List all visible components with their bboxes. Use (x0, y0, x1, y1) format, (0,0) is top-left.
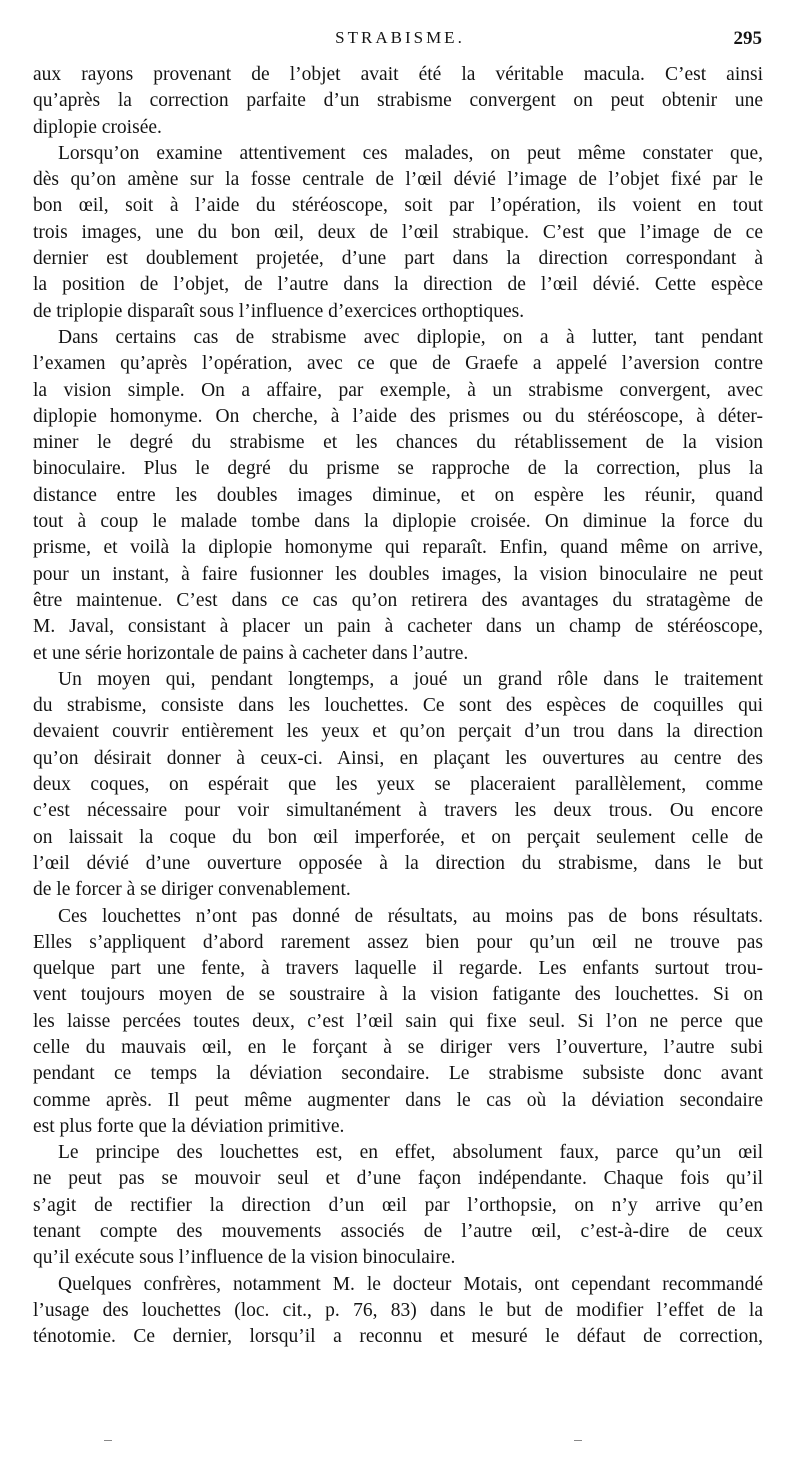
page-number: 295 (733, 28, 762, 49)
scan-marks (0, 1440, 800, 1448)
text-line: les laisse percées toutes deux, c’est l’œil sain qui fixe seul. Si l’on ne perce que (33, 1010, 763, 1032)
text-line: deux coques, on espérait que les yeux se placeraient parallèlement, comme (33, 774, 763, 796)
text-line: l’œil dévié d’une ouverture opposée à la direction du strabisme, dans le but (33, 852, 763, 874)
text-line: diplopie croisée. (33, 116, 162, 138)
text-line: qu’on désirait donner à ceux-ci. Ainsi, en plaçant les ouvertures au centre des (33, 747, 763, 769)
text-line: de triplopie disparaît sous l’influence d’exercices orthoptiques. (33, 300, 525, 322)
text-line: distance entre les doubles images diminue, et on espère les réunir, quand (33, 484, 763, 506)
text-line: Ces louchettes n’ont pas donné de résultats, au moins pas de bons résultats. (58, 905, 763, 927)
running-title: STRABISME. (335, 28, 465, 47)
text-line: Lorsqu’on examine attentivement ces malades, on peut même constater que, (58, 142, 763, 164)
text-line: la vision simple. On a affaire, par exemple, à un strabisme convergent, avec (33, 379, 763, 401)
text-line: M. Javal, consistant à placer un pain à cacheter dans un champ de stéréoscope, (33, 616, 763, 638)
text-line: dernier est doublement projetée, d’une part dans la direction correspondant à (33, 248, 763, 270)
text-line: de le forcer à se diriger convenablement. (33, 879, 351, 901)
text-line: diplopie homonyme. On cherche, à l’aide des prismes ou du stéréoscope, à déter- (33, 405, 763, 427)
text-line: comme après. Il peut même augmenter dans le cas où la déviation secondaire (33, 1089, 763, 1111)
text-line: aux rayons provenant de l’objet avait été la véritable macula. C’est ainsi (33, 64, 763, 85)
text-line: Dans certains cas de strabisme avec diplopie, on a à lutter, tant pendant (58, 326, 763, 348)
text-line: ténotomie. Ce dernier, lorsqu’il a reconnu et mesuré le défaut de correction, (33, 1326, 763, 1348)
text-line: ne peut pas se mouvoir seul et d’une façon indépendante. Chaque fois qu’il (33, 1168, 763, 1190)
text-line: Le principe des louchettes est, en effet, absolument faux, parce qu’un œil (58, 1142, 763, 1164)
text-line: miner le degré du strabisme et les chances du rétablissement de la vision (33, 432, 763, 454)
text-line: vent toujours moyen de se soustraire à la vision fatigante des louchettes. Si on (33, 984, 763, 1006)
text-line: tout à coup le malade tombe dans la diplopie croisée. On diminue la force du (33, 511, 763, 533)
text-line: Un moyen qui, pendant longtemps, a joué un grand rôle dans le traitement (58, 668, 763, 690)
text-line: celle du mauvais œil, en le forçant à se diriger vers l’ouverture, l’autre subi (33, 1036, 763, 1058)
text-line: du strabisme, consiste dans les louchettes. Ce sont des espèces de coquilles qui (33, 695, 763, 717)
text-line: c’est nécessaire pour voir simultanément à travers les deux trous. Ou encore (33, 800, 763, 822)
text-line: pour un instant, à faire fusionner les doubles images, la vision binoculaire ne peut (33, 563, 763, 585)
text-line: pendant ce temps la déviation secondaire. Le strabisme subsiste donc avant (33, 1063, 763, 1085)
text-line: l’usage des louchettes (loc. cit., p. 76, 83) dans le but de modifier l’effet de la (33, 1299, 763, 1321)
page-header (0, 28, 800, 54)
text-line: tenant compte des mouvements associés de l’autre œil, c’est-à-dire de ceux (33, 1221, 763, 1243)
text-line: on laissait la coque du bon œil imperforée, et on perçait seulement celle de (33, 826, 763, 848)
text-line: qu’après la correction parfaite d’un strabisme convergent on peut obtenir une (33, 90, 763, 112)
text-line: devaient couvrir entièrement les yeux et qu’on perçait d’un trou dans la direction (33, 721, 763, 743)
text-line: dès qu’on amène sur la fosse centrale de l’œil dévié l’image de l’objet fixé par le (33, 169, 763, 191)
text-line: quelque part une fente, à travers laquelle il regarde. Les enfants surtout trou- (33, 958, 763, 980)
text-line: prisme, et voilà la diplopie homonyme qui reparaît. Enfin, quand même on arrive, (33, 537, 763, 559)
text-line: Elles s’appliquent d’abord rarement assez bien pour qu’un œil ne trouve pas (33, 931, 763, 953)
text-line: Quelques confrères, notamment M. le docteur Motais, ont cependant recommandé (58, 1273, 763, 1295)
text-line: qu’il exécute sous l’influence de la vision binoculaire. (33, 1247, 456, 1269)
text-line: la position de l’objet, de l’autre dans la direction de l’œil dévié. Cette espèce (33, 274, 763, 296)
text-line: est plus forte que la déviation primitive. (33, 1115, 345, 1137)
text-line: et une série horizontale de pains à cacheter dans l’autre. (33, 642, 469, 664)
text-line: être maintenue. C’est dans ce cas qu’on retirera des avantages du stratagème de (33, 589, 763, 611)
body-text (33, 62, 763, 1351)
text-line: binoculaire. Plus le degré du prisme se rapproche de la correction, plus la (33, 458, 763, 480)
text-line: trois images, une du bon œil, deux de l’œil strabique. C’est que l’image de ce (33, 221, 763, 243)
text-line: l’examen qu’après l’opération, avec ce que de Graefe a appelé l’aversion contre (33, 353, 763, 375)
text-line: bon œil, soit à l’aide du stéréoscope, soit par l’opération, ils voient en tout (33, 195, 763, 217)
text-line: s’agit de rectifier la direction d’un œil par l’orthopsie, on n’y arrive qu’en (33, 1194, 763, 1216)
